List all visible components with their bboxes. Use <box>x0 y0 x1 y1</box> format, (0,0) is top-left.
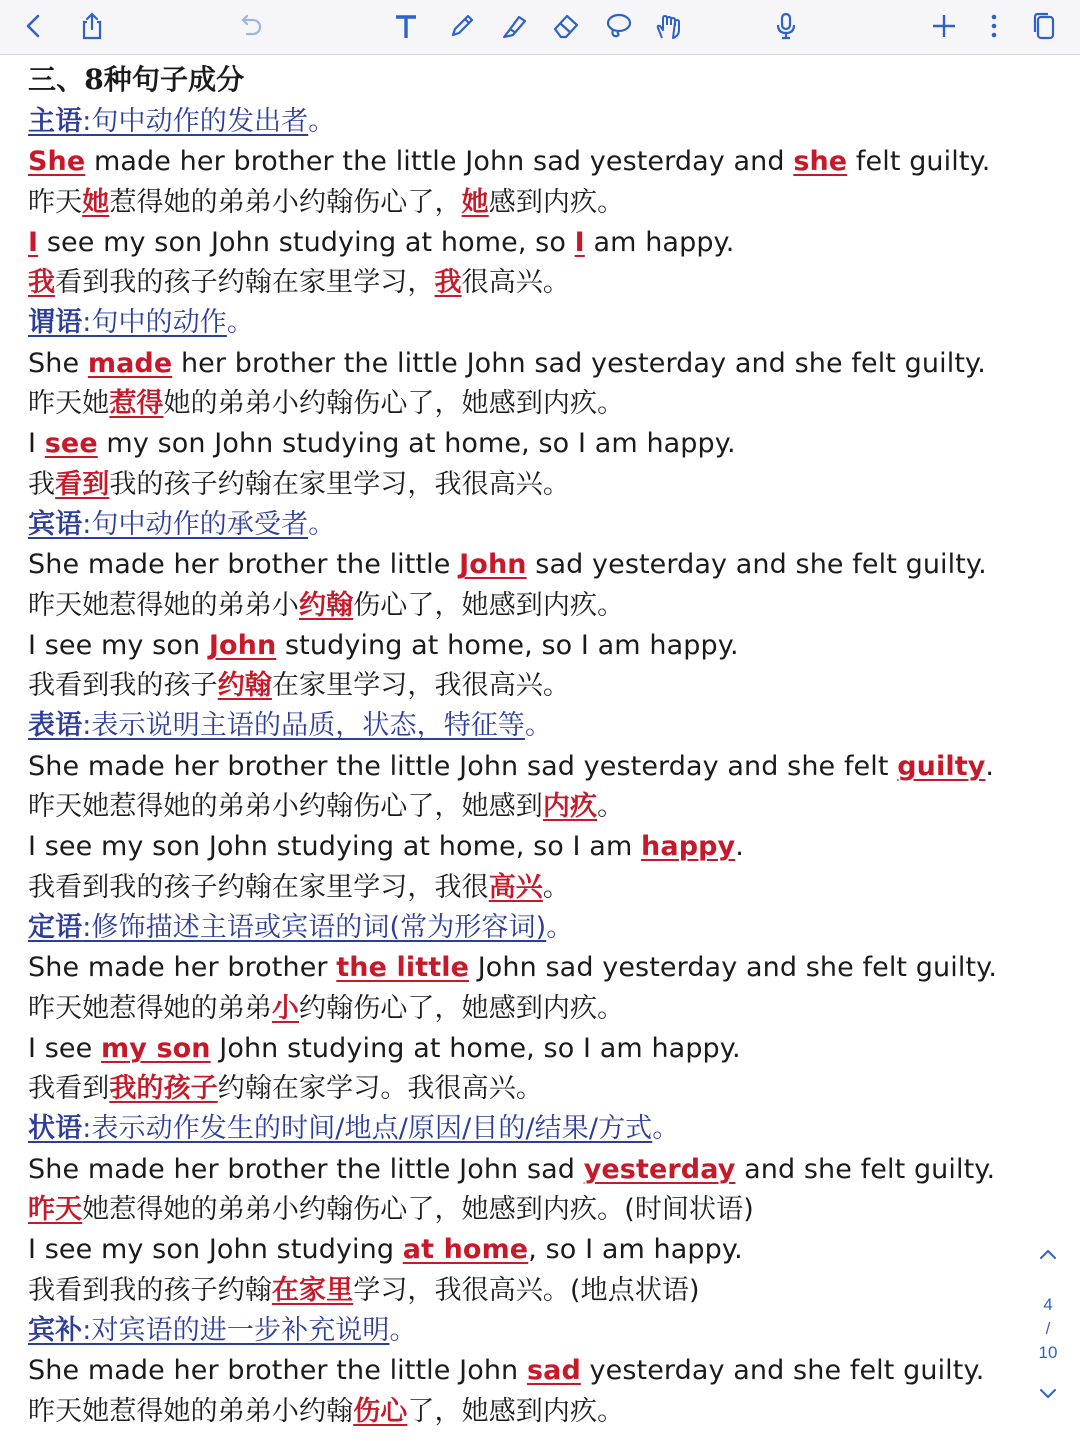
highlighted-word: guilty <box>897 750 986 782</box>
example-line <box>28 586 1028 626</box>
sentence-text: She made her brother the little <box>28 549 460 581</box>
definition-text: :对宾语的进一步补充说明 <box>82 1314 390 1346</box>
sentence-text: She made her brother <box>28 952 337 984</box>
sentence-text: She made her brother the little John sad <box>28 1153 584 1185</box>
sentence-text: 。 <box>542 871 571 903</box>
definition-line <box>28 908 1028 948</box>
sentence-text: 约翰伤心了，她感到内疚。 <box>299 992 625 1024</box>
definition-text: :句中动作的发出者 <box>82 106 309 137</box>
definition-line <box>28 505 1028 545</box>
example-line <box>28 868 1028 908</box>
definition-line <box>28 706 1028 746</box>
hand-icon[interactable] <box>650 8 686 44</box>
sentence-text: felt guilty. <box>847 146 991 178</box>
sentence-text: 我的孩子约翰在家里学习，我很高兴。 <box>109 468 571 500</box>
example-line <box>28 1230 1028 1270</box>
example-line <box>28 263 1028 303</box>
sentence-text: 学习，我很高兴。(地点状语) <box>353 1274 700 1306</box>
sentence-text: 昨天她 <box>28 388 110 420</box>
total-pages: 10 <box>1038 1343 1058 1362</box>
highlighted-word: 我 <box>28 267 56 299</box>
highlighted-word: 约翰 <box>217 670 272 702</box>
example-line <box>28 1029 1028 1069</box>
eraser-icon[interactable] <box>548 8 584 44</box>
sentence-text: 伤心了，她感到内疚。 <box>353 589 625 621</box>
sentence-text: I see my son John studying <box>28 1234 403 1266</box>
sentence-text: made her brother the little John sad yesterday and <box>85 146 794 178</box>
term: 表语 <box>28 710 83 742</box>
highlighted-word: She <box>28 146 86 178</box>
example-line <box>28 1190 1028 1230</box>
sentence-text: sad yesterday and she felt guilty. <box>526 549 987 581</box>
example-line <box>28 827 1028 867</box>
highlighted-word: I <box>28 226 39 258</box>
definition-end: 。 <box>226 307 255 339</box>
term: 宾补 <box>28 1314 83 1346</box>
back-chevron-icon[interactable] <box>16 8 52 44</box>
page-up-icon[interactable] <box>1028 1240 1068 1280</box>
definition-text: :句中动作的承受者 <box>82 508 309 540</box>
example-line <box>28 948 1028 988</box>
highlighted-word: 惹得 <box>109 388 164 420</box>
sentence-text: 。 <box>597 791 625 823</box>
current-page: 4 <box>1043 1295 1053 1314</box>
sentence-text: yesterday and she felt guilty. <box>580 1355 985 1387</box>
definition-end: 。 <box>525 710 553 742</box>
sentence-text: 昨天 <box>28 186 83 218</box>
page-separator: / <box>1045 1319 1051 1338</box>
highlighted-word: at home <box>402 1234 529 1266</box>
highlighted-word: 昨天 <box>28 1194 83 1226</box>
example-line <box>28 545 1028 585</box>
definition-end: 。 <box>308 508 336 540</box>
highlighted-word: happy <box>641 831 736 863</box>
sentence-text: She made her brother the little John <box>28 1355 527 1387</box>
example-line <box>28 223 1028 263</box>
sentence-text: John studying at home, so I am happy. <box>210 1032 741 1064</box>
sentence-text: 看到我的孩子约翰在家里学习， <box>55 267 435 299</box>
highlighted-word: John <box>459 549 527 581</box>
sentence-text: am happy. <box>584 226 735 258</box>
sentence-text: 在家里学习，我很高兴。 <box>271 670 571 702</box>
definition-text: :句中的动作 <box>82 307 227 339</box>
sentence-text: 我看到我的孩子约翰在家里学习，我很 <box>28 871 489 903</box>
sentence-text: 我 <box>28 468 56 500</box>
example-line <box>28 747 1028 787</box>
sentence-text: 昨天她惹得她的弟弟小 <box>28 589 299 621</box>
sentence-text: John sad yesterday and she felt guilty. <box>469 952 998 984</box>
example-line <box>28 626 1028 666</box>
highlighted-word: 在家里 <box>271 1274 354 1306</box>
definition-text: :表示说明主语的品质，状态，特征等 <box>82 710 525 742</box>
sentence-text: 她惹得她的弟弟小约翰伤心了，她感到内疚。(时间状语) <box>82 1194 754 1226</box>
highlighted-word: I <box>574 226 585 258</box>
sentence-text: I see my son <box>28 629 209 661</box>
term: 定语 <box>28 911 83 943</box>
sentence-text: my son John studying at home, so I am happy. <box>97 428 736 460</box>
definition-end: 。 <box>389 1314 417 1346</box>
lasso-icon[interactable] <box>600 8 636 44</box>
highlighted-word: yesterday <box>583 1153 736 1185</box>
sentence-text: and she felt guilty. <box>735 1153 996 1185</box>
example-line <box>28 666 1028 706</box>
example-line <box>28 1392 1028 1432</box>
share-icon[interactable] <box>74 8 110 44</box>
highlighted-word: 约翰 <box>299 589 354 621</box>
definition-line <box>28 303 1028 343</box>
term: 状语 <box>28 1113 83 1145</box>
highlighter-icon[interactable] <box>496 8 532 44</box>
example-line <box>28 1150 1028 1190</box>
sentence-text: 我看到 <box>28 1073 110 1105</box>
example-line <box>28 787 1028 827</box>
sentence-text: . <box>985 750 995 782</box>
definition-end: 。 <box>308 106 336 137</box>
page-down-icon[interactable] <box>1028 1382 1068 1409</box>
highlighted-word: 她 <box>82 186 110 218</box>
sentence-text: 感到内疚。 <box>488 186 625 218</box>
highlighted-word: 伤心 <box>353 1395 408 1427</box>
pages-icon[interactable] <box>1026 8 1062 44</box>
text-tool-icon[interactable] <box>388 8 424 44</box>
highlighted-word: 内疚 <box>542 791 598 823</box>
sentence-text: I see my son John studying at home, so I am <box>28 831 642 863</box>
definition-line <box>28 1311 1028 1351</box>
highlighted-word: made <box>87 347 173 379</box>
note-page <box>28 58 1028 1432</box>
highlighted-word: 我 <box>434 267 462 299</box>
page-navigator <box>1028 1240 1068 1410</box>
example-line <box>28 465 1028 505</box>
definition-end: 。 <box>546 911 574 943</box>
sentence-text: 了，她感到内疚。 <box>407 1395 625 1427</box>
sentence-text: 昨天她惹得她的弟弟 <box>28 992 272 1024</box>
sentence-text: 约翰在家学习。我很高兴。 <box>217 1073 543 1105</box>
highlighted-word: 我的孩子 <box>109 1073 218 1105</box>
highlighted-word: 看到 <box>55 468 110 500</box>
highlighted-word: John <box>208 629 277 661</box>
sentence-text: 我看到我的孩子约翰 <box>28 1274 272 1306</box>
sentence-text: She made her brother the little John sad yesterday and she felt <box>28 750 898 782</box>
sentence-text: I <box>28 428 45 460</box>
sentence-text: . <box>735 831 744 863</box>
sentence-text: see my son John studying at home, so <box>38 226 575 258</box>
example-line <box>28 989 1028 1029</box>
example-line <box>28 384 1028 424</box>
highlighted-word: 她 <box>461 186 489 218</box>
definition-text: :修饰描述主语或宾语的词(常为形容词) <box>82 911 547 943</box>
example-line <box>28 1351 1028 1391</box>
highlighted-word: the little <box>336 952 470 984</box>
example-line <box>28 183 1028 223</box>
definition-line <box>28 102 1028 142</box>
definition-end: 。 <box>652 1113 680 1145</box>
top-toolbar <box>0 0 1080 55</box>
sentence-text: , so I am happy. <box>528 1234 743 1266</box>
highlighted-word: sad <box>526 1355 581 1387</box>
note-lines <box>28 102 1028 1432</box>
definition-line <box>28 1109 1028 1149</box>
sentence-text: 昨天她惹得她的弟弟小约翰 <box>28 1395 354 1427</box>
sentence-text: 我看到我的孩子 <box>28 670 218 702</box>
example-line <box>28 1271 1028 1311</box>
highlighted-word: she <box>793 146 848 178</box>
example-line <box>28 424 1028 464</box>
sentence-text: 她的弟弟小约翰伤心了，她感到内疚。 <box>163 388 625 420</box>
sentence-text: I see <box>28 1032 102 1064</box>
sentence-text: 很高兴。 <box>461 267 571 299</box>
sentence-text: 昨天她惹得她的弟弟小约翰伤心了，她感到 <box>28 791 543 823</box>
term: 主语 <box>28 106 83 137</box>
term: 谓语 <box>28 307 83 339</box>
term: 宾语 <box>28 508 83 540</box>
microphone-icon[interactable] <box>768 8 804 44</box>
add-icon[interactable] <box>926 8 962 44</box>
sentence-text: She <box>28 347 88 379</box>
highlighted-word: my son <box>101 1032 211 1064</box>
example-line <box>28 1069 1028 1109</box>
undo-icon[interactable] <box>232 8 268 44</box>
page-title: 三、8种句子成分 <box>28 63 245 96</box>
more-icon[interactable] <box>976 8 1012 44</box>
highlighted-word: see <box>44 428 98 460</box>
sentence-text: studying at home, so I am happy. <box>276 629 739 661</box>
sentence-text: 惹得她的弟弟小约翰伤心了， <box>109 186 462 218</box>
highlighted-word: 小 <box>271 992 300 1024</box>
example-line <box>28 344 1028 384</box>
definition-text: :表示动作发生的时间/地点/原因/目的/结果/方式 <box>82 1113 653 1145</box>
sentence-text: her brother the little John sad yesterday and she felt guilty. <box>172 347 986 379</box>
pen-icon[interactable] <box>444 8 480 44</box>
example-line <box>28 142 1028 182</box>
highlighted-word: 高兴 <box>488 871 543 903</box>
